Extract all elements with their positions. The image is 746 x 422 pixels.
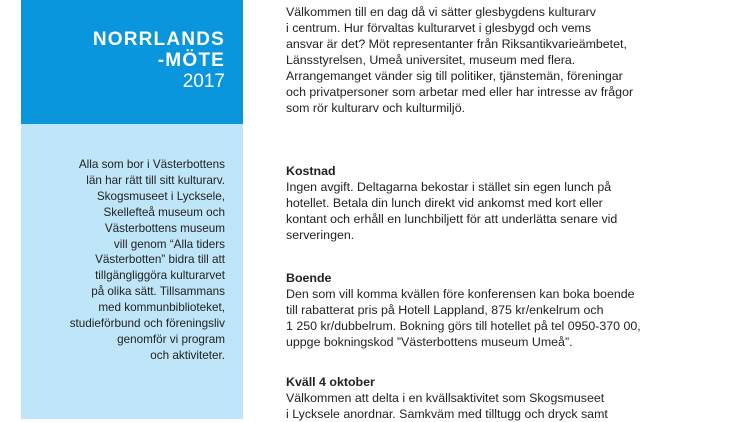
section-heading: Boende (286, 271, 332, 285)
event-year: 2017 (182, 71, 225, 92)
info-line: tillgängliggöra kulturarvet (95, 269, 225, 283)
intro-line: som rör kulturarv och kulturmiljö. (286, 101, 466, 115)
intro-line: Länsstyrelsen, Umeå universitet, museum med flera. (286, 53, 576, 67)
info-line: studieförbund och föreningsliv (69, 317, 225, 331)
section-line: Ingen avgift. Deltagarna bekostar i stället sin egen lunch på (286, 180, 612, 194)
intro-line: och privatpersoner som arbetar med eller har intresse av frågor (286, 85, 634, 99)
info-line: Västerbotten” bidra till att (95, 253, 225, 267)
info-line: Västerbottens museum (104, 221, 225, 235)
info-line: Alla som bor i Västerbottens (78, 158, 225, 171)
info-line: Skellefteå museum och (103, 205, 225, 219)
info-line: genomför vi program (117, 332, 225, 346)
section-line: till rabatterat pris på Hotell Lappland, 875 kr/enkelrum och (286, 303, 604, 317)
section-kostnad (286, 163, 617, 243)
section-line: uppge bokningskod ”Västerbottens museum Umeå”. (286, 335, 573, 349)
info-line: län har rätt till sitt kulturarv. (86, 173, 225, 187)
section-line: Den som vill komma kvällen före konferensen kan boka boende (286, 287, 635, 301)
section-kvall (286, 374, 608, 422)
info-line: vill genom “Alla tiders (113, 237, 225, 251)
intro-line: Välkommen till en dag då vi sätter glesbygdens kulturarv (286, 5, 596, 19)
intro-paragraph (286, 4, 633, 116)
section-boende (286, 270, 641, 350)
intro-line: i centrum. Hur förvaltas kulturarvet i glesbygd och vems (286, 21, 592, 35)
info-line: på olika sätt. Tillsammans (91, 285, 225, 299)
intro-line: Arrangemanget vänder sig till politiker, tjänstemän, föreningar (286, 69, 623, 83)
info-line: och aktiviteter. (150, 348, 225, 362)
section-line: Välkommen att delta i en kvällsaktivitet som Skogsmuseet (286, 391, 605, 405)
section-line: 1 250 kr/dubbelrum. Bokning görs till hotellet på tel 0950-370 00, (286, 319, 641, 333)
event-title-line-2: -MÖTE (157, 50, 225, 71)
section-line: i Lycksele anordnar. Samkväm med tilltugg och dryck samt (286, 407, 608, 421)
info-text-block (21, 124, 243, 419)
event-title-line-1: NORRLANDS (92, 29, 225, 50)
info-line: Skogsmuseet i Lycksele, (96, 189, 225, 203)
info-line: med kommunbiblioteket, (98, 301, 225, 315)
section-line: serveringen. (286, 228, 355, 242)
section-line: kontant och erhåll en lunchbiljett för att underlätta senare vid (286, 212, 618, 226)
section-heading: Kostnad (286, 164, 336, 178)
event-title-block (21, 0, 243, 124)
section-line: hotellet. Betala din lunch direkt vid ankomst med kort eller (286, 196, 603, 210)
sidebar (21, 0, 243, 419)
intro-line: ansvar är det? Möt representanter från Riksantikvarieämbetet, (286, 37, 627, 51)
section-heading: Kväll 4 oktober (286, 375, 375, 389)
